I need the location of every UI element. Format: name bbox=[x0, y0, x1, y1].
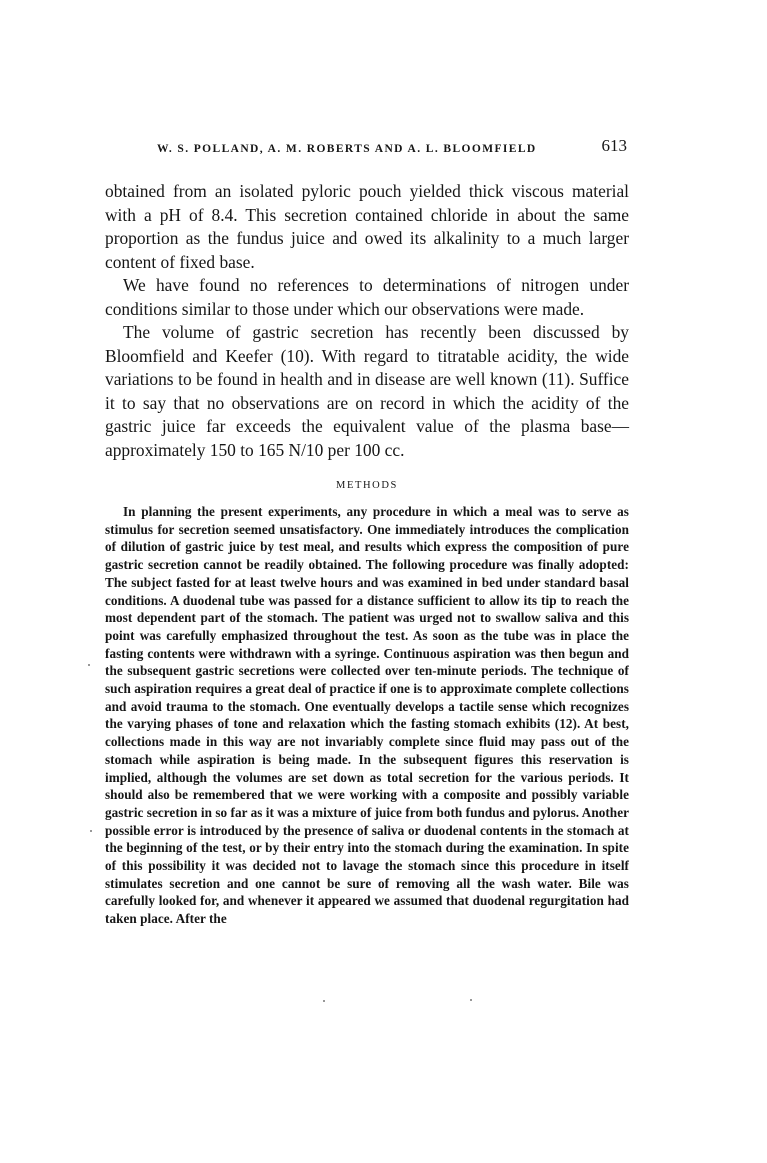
paragraph-volume: The volume of gastric secretion has recently been discussed by Bloomfield and Keefer (10). With regard to titratable acidity, the wide variations to be found in health and in disease are well known (11). Suffice it to say that no observations are on record in which the acidity of the gastric juice far exceeds the equivalent value of the plasma base—approximately 150 to 165 N/10 per 100 cc. bbox=[105, 322, 629, 460]
methods-paragraph: In planning the present experiments, any procedure in which a meal was to serve as stimulus for secretion seemed unsatisfactory. One immediately introduces the complication of dilution of gastric juice by test meal, and results which express the composition of pure gastric secretion cannot be readily obtained. The following procedure was finally adopted: The subject fasted for at least twelve hours and was examined in bed under standard basal conditions. A duodenal tube was passed for a distance sufficient to allow its tip to reach the most dependent part of the stomach. The patient was urged not to swallow saliva and this point was carefully emphasized throughout the test. As soon as the tube was in place the fasting contents were withdrawn with a syringe. Continuous aspiration was then begun and the subsequent gastric secretions were collected over ten-minute periods. The technique of such aspiration requires a great deal of practice if one is to approximate complete collections and avoid trauma to the stomach. One eventually develops a tactile sense which recognizes the varying phases of tone and relaxation which the fasting stomach exhibits (12). At best, collections made in this way are not invariably complete since fluid may pass out of the stomach while aspiration is being made. In the subsequent figures this reservation is implied, although the volumes are set down as total secretion for the various periods. It should also be remembered that we were working with a composite and possibly variable gastric secretion in so far as it was a mixture of juice from both fundus and pylorus. Another possible error is introduced by the presence of saliva or duodenal contents in the stomach at the beginning of the test, or by their entry into the stomach during the examination. In spite of this possibility it was decided not to lavage the stomach since this procedure in itself stimulates secretion and one cannot be sure of removing all the wash water. Bile was carefully looked for, and whenever it appeared we assumed that duodenal regurgitation had taken place. After the bbox=[105, 504, 629, 927]
scan-speck bbox=[90, 830, 92, 832]
methods-section bbox=[105, 503, 629, 928]
page-number: 613 bbox=[601, 136, 627, 155]
scan-speck bbox=[470, 999, 472, 1001]
running-head-authors: W. S. POLLAND, A. M. ROBERTS AND A. L. BLOOMFIELD bbox=[157, 143, 537, 155]
scan-speck bbox=[323, 1000, 325, 1002]
paragraph-continued: obtained from an isolated pyloric pouch yielded thick viscous material with a pH of 8.4. This secretion contained chloride in about the same proportion as the fundus juice and owed its alkalinity to a much larger content of fixed base. bbox=[105, 181, 629, 272]
section-heading-methods: METHODS bbox=[336, 480, 398, 491]
running-head bbox=[105, 136, 629, 162]
journal-page bbox=[105, 136, 629, 928]
paragraph-nitrogen: We have found no references to determinations of nitrogen under conditions similar to those under which our observations were made. bbox=[105, 275, 629, 319]
body-text bbox=[105, 180, 629, 462]
scan-speck bbox=[88, 664, 90, 666]
